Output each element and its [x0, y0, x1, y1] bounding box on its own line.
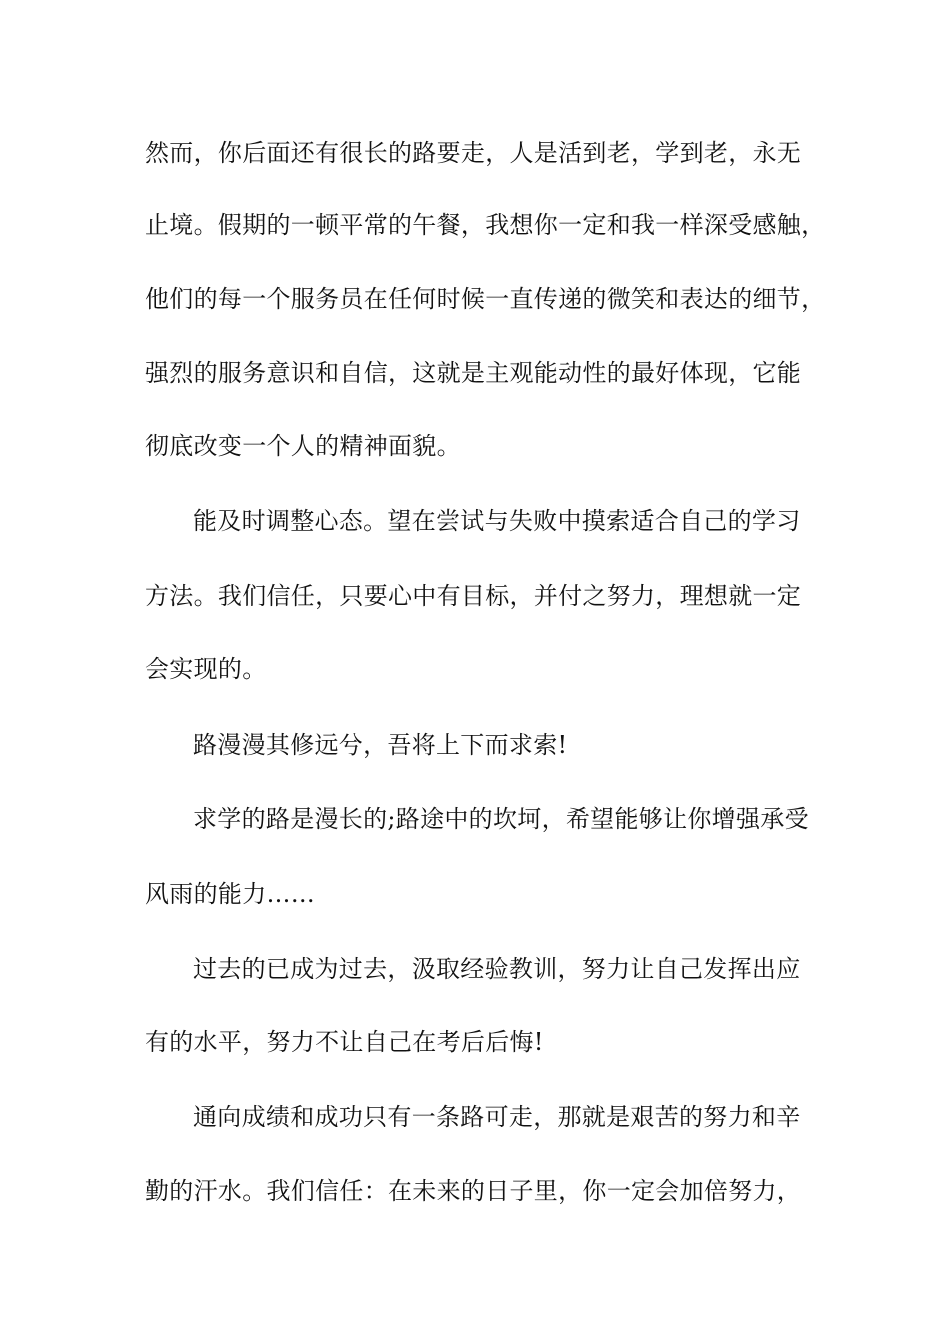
paragraph-first-line: 过去的已成为过去，汲取经验教训，努力让自己发挥出应 [193, 955, 801, 983]
text-line: 风雨的能力…… [145, 880, 316, 908]
text-line: 有的水平，努力不让自己在考后后悔! [145, 1028, 544, 1056]
text-line: 方法。我们信任，只要心中有目标，并付之努力，理想就一定 [145, 582, 802, 610]
paragraph-first-line: 路漫漫其修远兮，吾将上下而求索! [193, 731, 568, 759]
text-line: 彻底改变一个人的精神面貌。 [145, 432, 461, 460]
paragraph-first-line: 通向成绩和成功只有一条路可走，那就是艰苦的努力和辛 [193, 1103, 801, 1131]
paragraph-first-line: 能及时调整心态。望在尝试与失败中摸索适合自己的学习 [193, 507, 801, 535]
text-line: 强烈的服务意识和自信，这就是主观能动性的最好体现，它能 [145, 359, 802, 387]
text-line: 会实现的。 [145, 655, 267, 683]
text-line: 他们的每一个服务员在任何时候一直传递的微笑和表达的细节， [145, 285, 826, 313]
text-line: 止境。假期的一顿平常的午餐，我想你一定和我一样深受感触， [145, 211, 826, 239]
text-line: 勤的汗水。我们信任：在未来的日子里，你一定会加倍努力， [145, 1177, 802, 1205]
paragraph-first-line: 求学的路是漫长的;路途中的坎坷，希望能够让你增强承受 [193, 805, 809, 833]
text-line: 然而，你后面还有很长的路要走，人是活到老，学到老，永无 [145, 139, 802, 167]
